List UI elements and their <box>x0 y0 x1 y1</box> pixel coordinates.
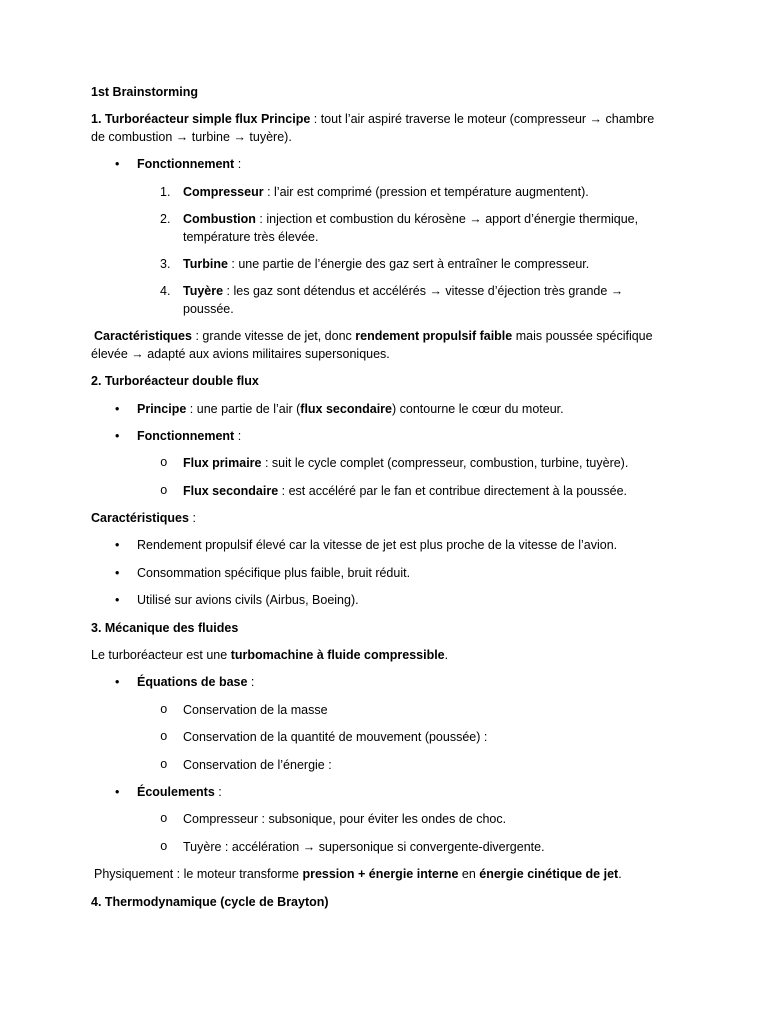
bullet-marker: • <box>115 675 120 690</box>
bullet-marker: • <box>115 428 120 443</box>
section-2-title: 2. Turboréacteur double flux <box>91 374 259 389</box>
characteristics-item-text: Rendement propulsif élevé car la vitesse de jet est plus proche de la vitesse de l’avion. <box>137 538 618 553</box>
operation-suffix: : <box>234 428 242 443</box>
step-compressor <box>91 184 768 202</box>
step-number: 2. <box>160 212 171 227</box>
bullet-marker: • <box>115 784 120 799</box>
section-1-principle-text-continued: de combustion → turbine → tuyère). <box>91 129 292 144</box>
step-text: : injection et combustion du kérosène → apport d’énergie thermique, <box>255 212 639 227</box>
flows-suffix: : <box>214 784 222 799</box>
flow-item <box>91 811 768 829</box>
equation-item <box>91 729 768 747</box>
section-1-characteristics <box>91 328 768 363</box>
step-turbine <box>91 256 768 274</box>
characteristics-text: : grande vitesse de jet, donc <box>191 329 356 344</box>
characteristics-label: Caractéristiques <box>94 329 192 344</box>
equation-item <box>91 702 768 720</box>
secondary-flow-item <box>91 483 768 501</box>
bullet-marker: • <box>115 157 120 172</box>
section-3-physically <box>91 866 768 884</box>
intro-text: Le turboréacteur est une <box>91 648 231 663</box>
step-text-continued: poussée. <box>183 301 234 316</box>
step-text-continued: température très élevée. <box>183 229 319 244</box>
step-label: Tuyère <box>183 284 224 299</box>
characteristics-suffix: : <box>188 511 196 526</box>
equations-label: Équations de base <box>137 675 248 690</box>
characteristics-emphasis: rendement propulsif faible <box>355 329 513 344</box>
characteristics-text-continued: élevée → adapté aux avions militaires supersoniques. <box>91 346 390 361</box>
flow-item-text: Tuyère : accélération → supersonique si convergente-divergente. <box>183 839 545 854</box>
section-3-intro <box>91 647 768 665</box>
sub-bullet-marker: o <box>160 730 168 745</box>
section-1-heading <box>91 111 768 146</box>
physically-emphasis: énergie cinétique de jet <box>479 867 619 882</box>
sub-bullet-marker: o <box>160 757 168 772</box>
characteristics-item <box>91 592 768 610</box>
step-label: Compresseur <box>183 184 264 199</box>
step-number: 3. <box>160 256 171 271</box>
sub-bullet-marker: o <box>160 702 168 717</box>
flow-text: : est accéléré par le fan et contribue directement à la poussée. <box>278 483 627 498</box>
section-1-title: 1. Turboréacteur simple flux Principe <box>91 112 311 127</box>
step-text: : les gaz sont détendus et accélérés → vitesse d’éjection très grande → <box>223 284 624 299</box>
equation-item <box>91 757 768 775</box>
step-number: 4. <box>160 284 171 299</box>
intro-text: . <box>444 648 449 663</box>
bullet-marker: • <box>115 538 120 553</box>
physically-text: . <box>618 867 622 882</box>
flow-text: : suit le cycle complet (compresseur, combustion, turbine, tuyère). <box>261 456 629 471</box>
step-number: 1. <box>160 184 171 199</box>
step-nozzle <box>91 283 768 318</box>
principle-label: Principe <box>137 401 187 416</box>
operation-suffix: : <box>234 157 242 172</box>
flow-label: Flux secondaire <box>183 483 279 498</box>
intro-emphasis: turbomachine à fluide compressible <box>230 648 445 663</box>
section-4-heading <box>91 894 768 912</box>
section-2-characteristics-heading <box>91 510 768 528</box>
principle-text: : une partie de l’air ( <box>186 401 301 416</box>
step-combustion <box>91 211 768 246</box>
step-text: : l’air est comprimé (pression et température augmentent). <box>263 184 589 199</box>
principle-emphasis: flux secondaire <box>300 401 392 416</box>
characteristics-item-text: Consommation spécifique plus faible, bruit réduit. <box>137 565 411 580</box>
characteristics-item <box>91 565 768 583</box>
bullet-marker: • <box>115 593 120 608</box>
flow-item-text: Compresseur : subsonique, pour éviter les ondes de choc. <box>183 812 507 827</box>
step-label: Turbine <box>183 256 228 271</box>
step-text: : une partie de l’énergie des gaz sert à entraîner le compresseur. <box>227 256 590 271</box>
bullet-marker: • <box>115 565 120 580</box>
characteristics-text: mais poussée spécifique <box>512 329 653 344</box>
equations-suffix: : <box>247 675 255 690</box>
equation-text: Conservation de la masse <box>183 702 328 717</box>
title-text: 1st Brainstorming <box>91 85 198 99</box>
bullet-marker: • <box>115 401 120 416</box>
section-3-heading <box>91 620 768 638</box>
sub-bullet-marker: o <box>160 812 168 827</box>
section-3-title: 3. Mécanique des fluides <box>91 620 239 635</box>
characteristics-item-text: Utilisé sur avions civils (Airbus, Boeing). <box>137 593 359 608</box>
physically-emphasis: pression + énergie interne <box>302 867 459 882</box>
flows-label: Écoulements <box>137 784 215 799</box>
flows-bullet <box>91 784 768 802</box>
flow-label: Flux primaire <box>183 456 262 471</box>
document-title <box>91 84 768 102</box>
section-1-operation-bullet <box>91 156 768 174</box>
principle-text: ) contourne le cœur du moteur. <box>391 401 564 416</box>
sub-bullet-marker: o <box>160 839 168 854</box>
step-label: Combustion <box>183 212 256 227</box>
section-2-operation-bullet <box>91 428 768 446</box>
equations-bullet <box>91 674 768 692</box>
characteristics-label: Caractéristiques <box>91 511 189 526</box>
primary-flow-item <box>91 455 768 473</box>
section-2-heading <box>91 373 768 391</box>
physically-text: Physiquement : le moteur transforme <box>94 867 303 882</box>
section-1-principle-text: : tout l’air aspiré traverse le moteur (compresseur → chambre <box>310 112 655 127</box>
sub-bullet-marker: o <box>160 483 168 498</box>
section-4-title: 4. Thermodynamique (cycle de Brayton) <box>91 894 329 909</box>
physically-text: en <box>458 867 480 882</box>
section-2-principle-bullet <box>91 401 768 419</box>
characteristics-item <box>91 537 768 555</box>
equation-text: Conservation de la quantité de mouvement (poussée) : <box>183 730 488 745</box>
flow-item <box>91 839 768 857</box>
operation-label: Fonctionnement <box>137 428 235 443</box>
operation-label: Fonctionnement <box>137 157 235 172</box>
sub-bullet-marker: o <box>160 456 168 471</box>
equation-text: Conservation de l’énergie : <box>183 757 332 772</box>
